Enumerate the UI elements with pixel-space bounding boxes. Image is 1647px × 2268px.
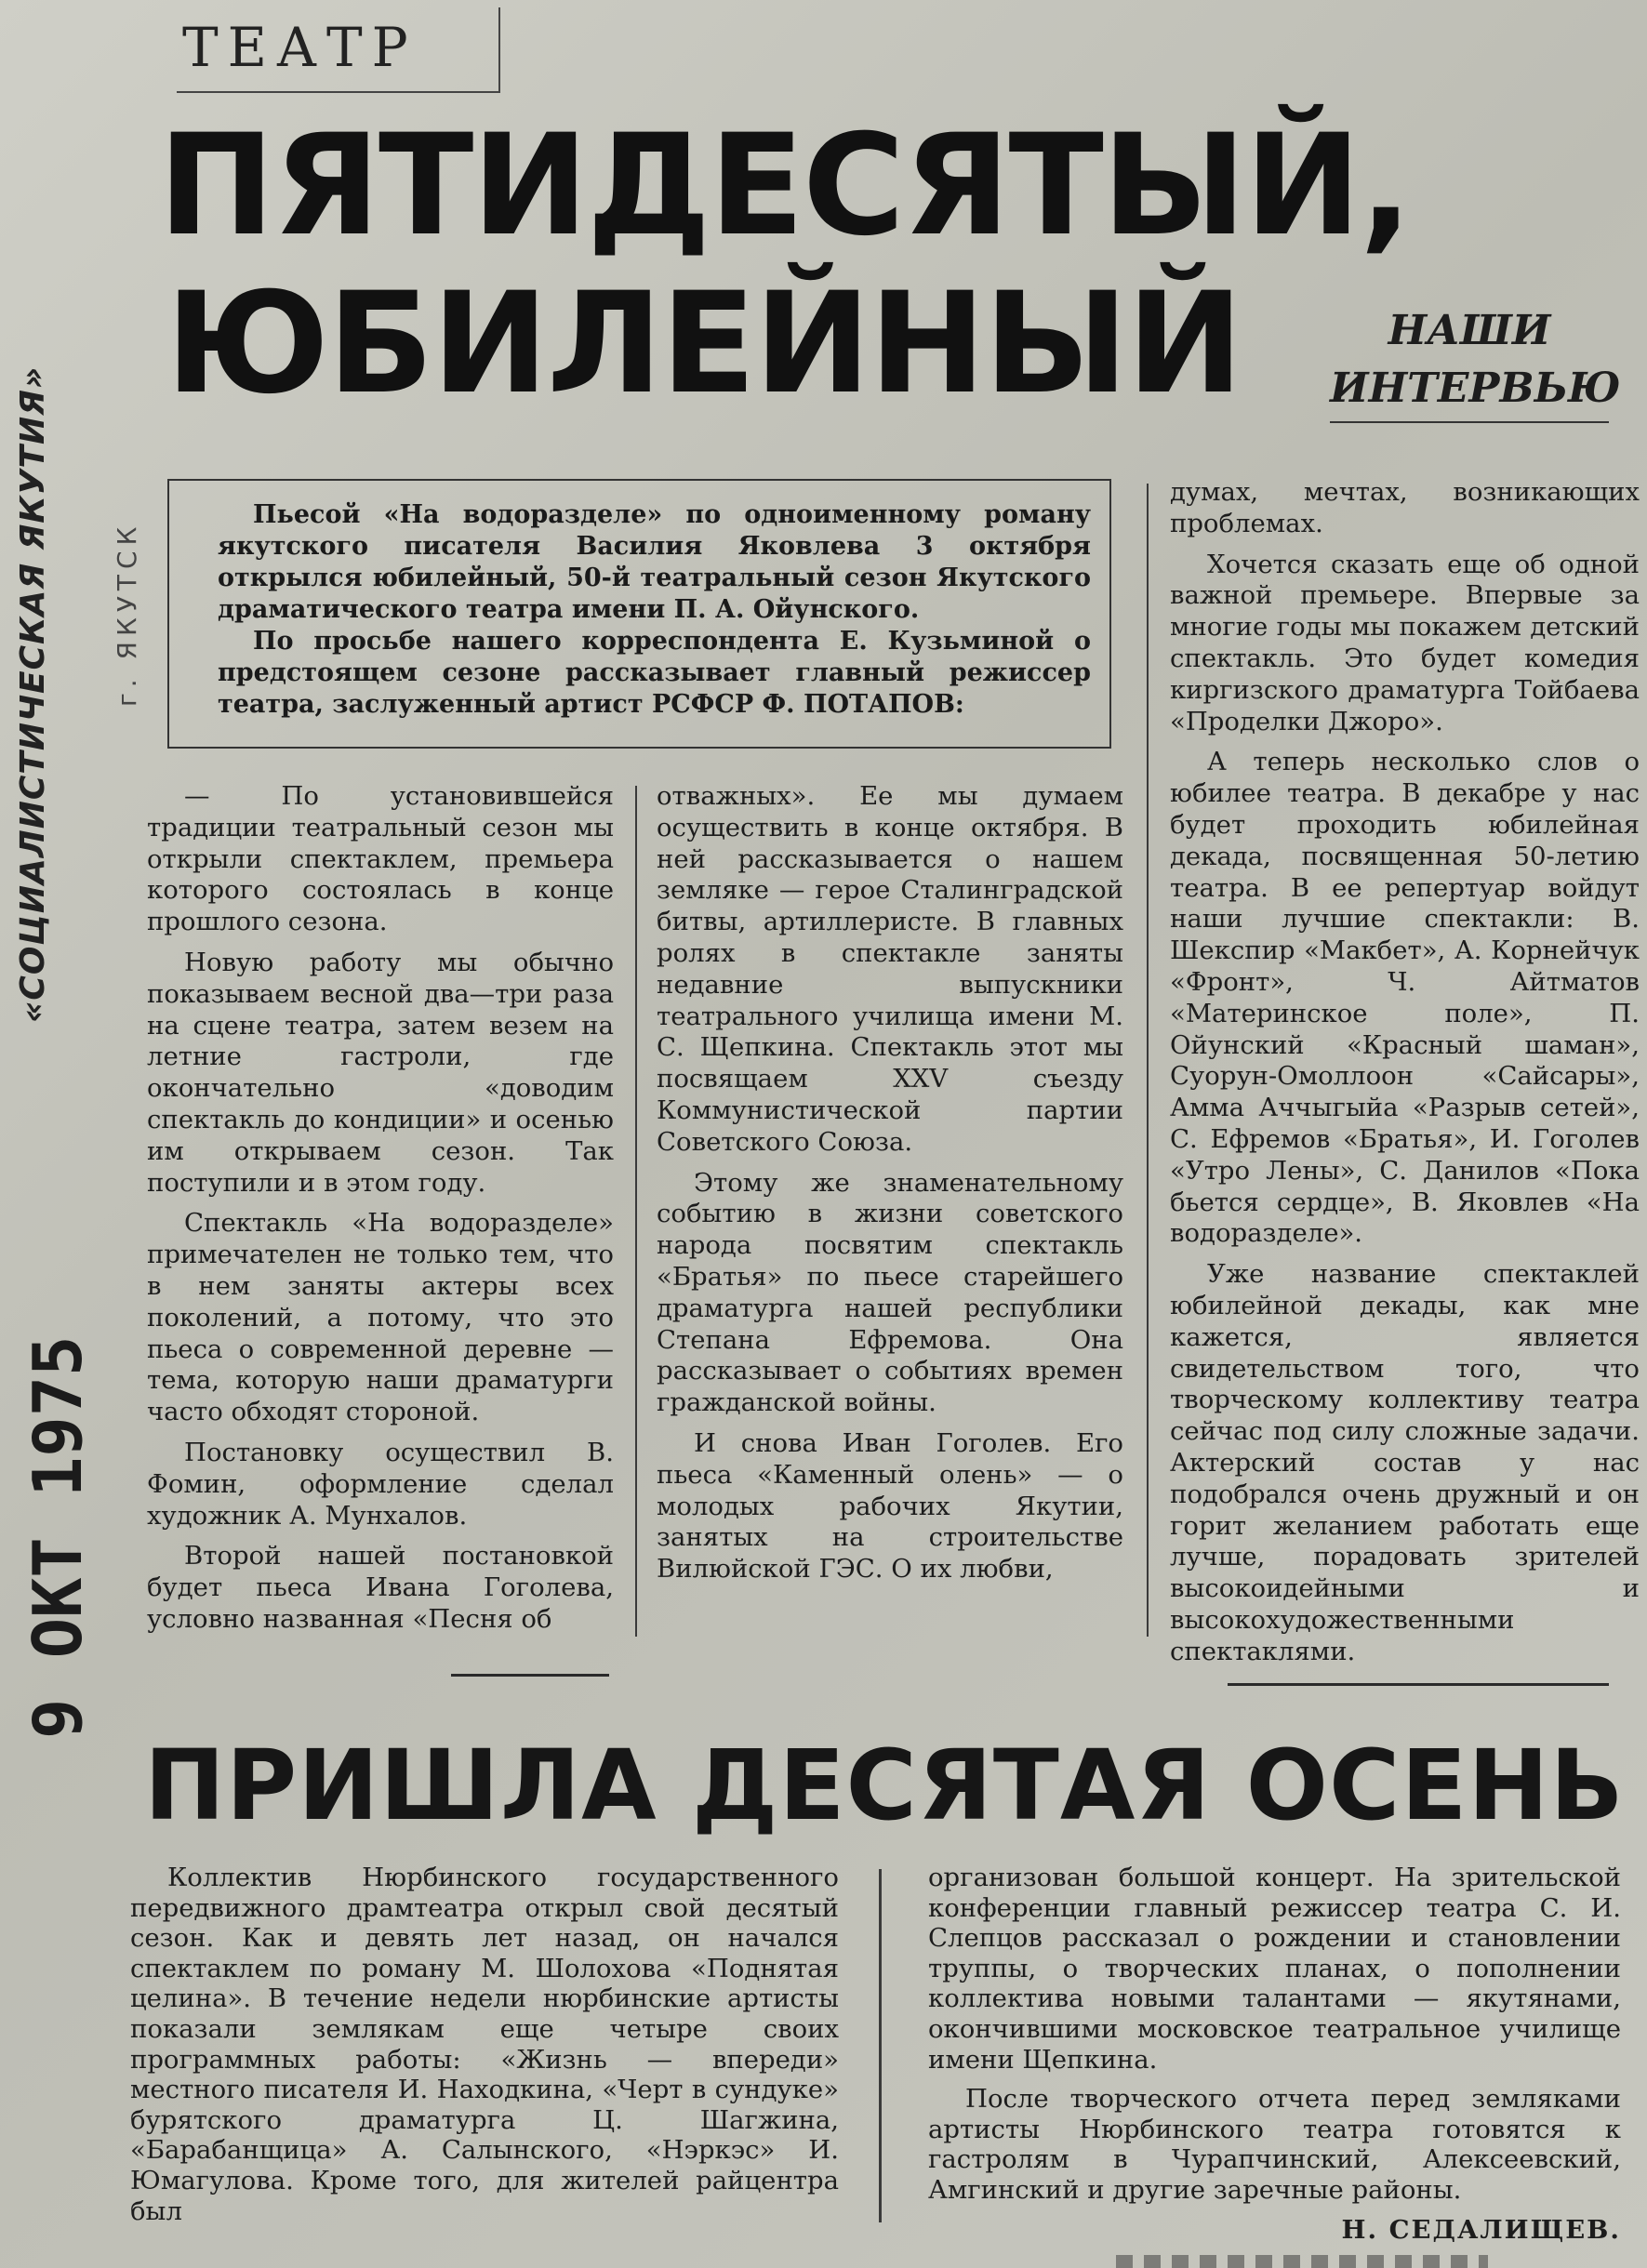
article-paragraph: отважных». Ее мы думаем осуществить в конце октября. В ней рассказывается о нашем земляке — герое Сталинградской битвы, артиллеристе. В главных ролях в спектакле заняты недавние выпускники театрального училища имени М. С. Щепкина. Спектакль этот мы посвящаем XXV съезду Коммунистической партии Советского Союза. bbox=[657, 781, 1123, 1157]
lead-box bbox=[167, 479, 1111, 749]
article-paragraph: Второй нашей постановкой будет пьеса Ивана Гоголева, условно названная «Песня об bbox=[147, 1541, 614, 1634]
interview-tag-line2: ИНТЕРВЬЮ bbox=[1330, 365, 1621, 412]
second-article-column-1 bbox=[130, 1863, 839, 2235]
article-column-2 bbox=[657, 781, 1123, 1595]
clipping-edge-residue bbox=[1116, 2255, 1488, 2268]
main-headline-line1: ПЯТИДЕСЯТЫЙ, bbox=[158, 105, 1411, 267]
second-headline: ПРИШЛА ДЕСЯТАЯ ОСЕНЬ bbox=[144, 1729, 1625, 1842]
date-stamp: 9 ОКТ 1975 bbox=[19, 1335, 97, 1739]
main-headline-line2: ЮБИЛЕЙНЫЙ bbox=[166, 263, 1242, 425]
article-paragraph: Постановку осуществил В. Фомин, оформление сделал художник А. Мунхалов. bbox=[147, 1437, 614, 1531]
column-divider bbox=[879, 1869, 882, 2222]
article-paragraph: Спектакль «На водоразделе» примечателен не только тем, что в нем заняты актеры всех поколений, а потому, что это пьеса о современной деревне — тема, которую наши драматурги часто обходят стороной. bbox=[147, 1208, 614, 1427]
interview-tag-rule bbox=[1330, 421, 1609, 423]
article-column-1 bbox=[147, 781, 614, 1645]
column-divider bbox=[635, 786, 637, 1637]
article-paragraph: Этому же знаменательному событию в жизни советского народа посвятим спектакль «Братья» по пьесе старейшего драматурга нашей республики Степана Ефремова. Она рассказывает о событиях времен гражданской войны. bbox=[657, 1167, 1123, 1418]
second-article-column-2 bbox=[928, 1863, 1621, 2245]
interview-tag bbox=[1330, 302, 1621, 427]
newspaper-name-stamp: «СОЦИАЛИСТИЧЕСКАЯ ЯКУТИЯ» bbox=[14, 365, 52, 1023]
article-paragraph: Коллектив Нюрбинского государственного передвижного драмтеатра открыл свой десятый сезон. Как и девять лет назад, он начался спектаклем по роману М. Шолохова «Поднятая целина». В течение недели нюрбинские артисты показали землякам еще четыре своих программных работы: «Жизнь — впереди» местного писателя И. Находкина, «Черт в сундуке» бурятского драматурга Ц. Шагжина, «Барабанщица» А. Салынского, «Нэркэс» И. Юмагулова. Кроме того, для жителей райцентра был bbox=[130, 1863, 839, 2226]
author-signature: Н. СЕДАЛИЩЕВ. bbox=[1341, 2214, 1621, 2245]
article-paragraph: Новую работу мы обычно показываем весной два—три раза на сцене театра, затем везем на летние гастроли, где окончательно «доводим спектакль до кондиции» и осенью им открываем сезон. Так поступили и в этом году. bbox=[147, 947, 614, 1198]
lead-paragraph: Пьесой «На водоразделе» по одноименному роману якутского писателя Василия Яковлева 3 октября открылся юбилейный, 50-й театральный сезон Якутского драматического театра имени П. А. Ойунского. bbox=[218, 500, 1091, 624]
section-separator-right bbox=[1228, 1683, 1609, 1686]
section-separator-left bbox=[451, 1674, 609, 1677]
article-paragraph: А теперь несколько слов о юбилее театра. В декабре у нас будет проходить юбилейная декада, посвященная 50-летию театра. В ее репертуар войдут наши лучшие спектакли: В. Шекспир «Макбет», А. Корнейчук «Фронт», Ч. Айтматов «Материнское поле», П. Ойунский «Красный шаман», Суорун-Омоллоон «Сайсары», Амма Аччыгыйа «Разрыв сетей», С. Ефремов «Братья», И. Гоголев «Утро Лены», С. Данилов «Пока бьется сердце», В. Яковлев «На водоразделе». bbox=[1170, 747, 1640, 1249]
rubric-label: ТЕАТР bbox=[177, 7, 500, 93]
column-divider bbox=[1147, 484, 1149, 1637]
article-paragraph: После творческого отчета перед земляками артисты Нюрбинского театра готовятся к гастролям в Чурапчинский, Алексеевский, Амгинский и другие заречные районы. bbox=[928, 2084, 1621, 2205]
article-paragraph: Хочется сказать еще об одной важной премьере. Впервые за многие годы мы покажем детский спектакль. Это будет комедия киргизского драматурга Тойбаева «Проделки Джоро». bbox=[1170, 549, 1640, 736]
city-stamp: г. ЯКУТСК bbox=[112, 521, 142, 707]
article-paragraph: думах, мечтах, возникающих проблемах. bbox=[1170, 477, 1640, 538]
article-column-3 bbox=[1170, 477, 1640, 1677]
interview-tag-line1: НАШИ bbox=[1388, 307, 1551, 354]
article-paragraph: — По установившейся традиции театральный сезон мы открыли спектаклем, премьера которого состоялась в конце прошлого сезона. bbox=[147, 781, 614, 937]
article-paragraph: Уже название спектаклей юбилейной декады, как мне кажется, является свидетельством того, что творческому коллективу театра сейчас под силу сложные задачи. Актерский состав у нас подобрался очень дружный и он горит желанием работать еще лучше, порадовать зрителей высокоидейными и высокохудожественными спектаклями. bbox=[1170, 1259, 1640, 1666]
article-paragraph: организован большой концерт. На зрительской конференции главный режиссер театра С. И. Слепцов рассказал о рождении и становлении труппы, о творческих планах, о пополнении коллектива новыми талантами — якутянами, окончившими московское театральное училище имени Щепкина. bbox=[928, 1863, 1621, 2075]
lead-paragraph: По просьбе нашего корреспондента Е. Кузьминой о предстоящем сезоне рассказывает главный режиссер театра, заслуженный артист РСФСР Ф. ПОТАПОВ: bbox=[218, 627, 1091, 719]
article-paragraph: И снова Иван Гоголев. Его пьеса «Каменный олень» — о молодых рабочих Якутии, занятых на строительстве Вилюйской ГЭС. О их любви, bbox=[657, 1427, 1123, 1585]
